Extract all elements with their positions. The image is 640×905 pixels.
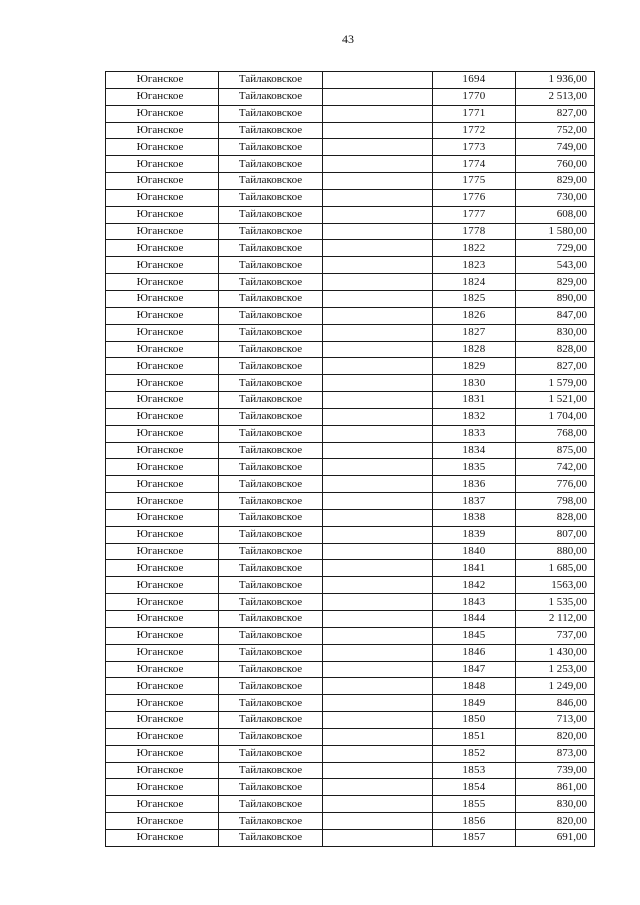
deposit-cell: Юганское <box>106 476 219 493</box>
deposit-cell: Юганское <box>106 324 219 341</box>
note-cell <box>323 240 433 257</box>
table-row <box>106 307 595 324</box>
value-cell: 875,00 <box>516 442 595 459</box>
note-cell <box>323 290 433 307</box>
value-cell: 1 253,00 <box>516 661 595 678</box>
area-cell: Тайлаковское <box>219 594 323 611</box>
area-cell: Тайлаковское <box>219 476 323 493</box>
deposit-cell: Юганское <box>106 493 219 510</box>
value-cell: 1 430,00 <box>516 644 595 661</box>
value-cell: 807,00 <box>516 526 595 543</box>
note-cell <box>323 324 433 341</box>
value-cell: 739,00 <box>516 762 595 779</box>
deposit-cell: Юганское <box>106 762 219 779</box>
table-row <box>106 88 595 105</box>
note-cell <box>323 189 433 206</box>
plot-number-cell: 1843 <box>433 594 516 611</box>
deposit-cell: Юганское <box>106 274 219 291</box>
note-cell <box>323 408 433 425</box>
value-cell: 713,00 <box>516 712 595 729</box>
deposit-cell: Юганское <box>106 796 219 813</box>
plot-number-cell: 1772 <box>433 122 516 139</box>
area-cell: Тайлаковское <box>219 156 323 173</box>
area-cell: Тайлаковское <box>219 560 323 577</box>
area-cell: Тайлаковское <box>219 105 323 122</box>
area-cell: Тайлаковское <box>219 223 323 240</box>
value-cell: 1563,00 <box>516 577 595 594</box>
table-row <box>106 358 595 375</box>
value-cell: 1 579,00 <box>516 375 595 392</box>
note-cell <box>323 712 433 729</box>
value-cell: 890,00 <box>516 290 595 307</box>
note-cell <box>323 139 433 156</box>
table-row <box>106 206 595 223</box>
plot-number-cell: 1770 <box>433 88 516 105</box>
plots-table <box>105 71 595 847</box>
area-cell: Тайлаковское <box>219 139 323 156</box>
table-row <box>106 189 595 206</box>
deposit-cell: Юганское <box>106 392 219 409</box>
plot-number-cell: 1851 <box>433 728 516 745</box>
deposit-cell: Юганское <box>106 206 219 223</box>
table-row <box>106 577 595 594</box>
note-cell <box>323 644 433 661</box>
area-cell: Тайлаковское <box>219 577 323 594</box>
value-cell: 861,00 <box>516 779 595 796</box>
area-cell: Тайлаковское <box>219 375 323 392</box>
note-cell <box>323 375 433 392</box>
table-row <box>106 72 595 89</box>
table-row <box>106 173 595 190</box>
area-cell: Тайлаковское <box>219 493 323 510</box>
plot-number-cell: 1830 <box>433 375 516 392</box>
deposit-cell: Юганское <box>106 173 219 190</box>
note-cell <box>323 762 433 779</box>
table-body <box>106 72 595 847</box>
value-cell: 768,00 <box>516 425 595 442</box>
plot-number-cell: 1844 <box>433 611 516 628</box>
area-cell: Тайлаковское <box>219 358 323 375</box>
plot-number-cell: 1848 <box>433 678 516 695</box>
deposit-cell: Юганское <box>106 408 219 425</box>
value-cell: 846,00 <box>516 695 595 712</box>
plot-number-cell: 1778 <box>433 223 516 240</box>
value-cell: 1 580,00 <box>516 223 595 240</box>
value-cell: 608,00 <box>516 206 595 223</box>
deposit-cell: Юганское <box>106 88 219 105</box>
note-cell <box>323 476 433 493</box>
area-cell: Тайлаковское <box>219 728 323 745</box>
deposit-cell: Юганское <box>106 577 219 594</box>
table-row <box>106 543 595 560</box>
area-cell: Тайлаковское <box>219 122 323 139</box>
table-row <box>106 745 595 762</box>
deposit-cell: Юганское <box>106 745 219 762</box>
note-cell <box>323 358 433 375</box>
value-cell: 847,00 <box>516 307 595 324</box>
plot-number-cell: 1839 <box>433 526 516 543</box>
table-row <box>106 627 595 644</box>
page-number: 43 <box>342 32 354 46</box>
value-cell: 729,00 <box>516 240 595 257</box>
table-row <box>106 712 595 729</box>
deposit-cell: Юганское <box>106 779 219 796</box>
table-row <box>106 223 595 240</box>
plot-number-cell: 1824 <box>433 274 516 291</box>
note-cell <box>323 779 433 796</box>
table-row <box>106 695 595 712</box>
note-cell <box>323 509 433 526</box>
value-cell: 730,00 <box>516 189 595 206</box>
deposit-cell: Юганское <box>106 425 219 442</box>
table-row <box>106 290 595 307</box>
deposit-cell: Юганское <box>106 105 219 122</box>
table-row <box>106 594 595 611</box>
note-cell <box>323 307 433 324</box>
note-cell <box>323 560 433 577</box>
table-row <box>106 375 595 392</box>
value-cell: 691,00 <box>516 829 595 846</box>
value-cell: 828,00 <box>516 509 595 526</box>
deposit-cell: Юганское <box>106 661 219 678</box>
note-cell <box>323 88 433 105</box>
plot-number-cell: 1846 <box>433 644 516 661</box>
table-row <box>106 324 595 341</box>
note-cell <box>323 594 433 611</box>
deposit-cell: Юганское <box>106 122 219 139</box>
plot-number-cell: 1776 <box>433 189 516 206</box>
table-row <box>106 661 595 678</box>
value-cell: 543,00 <box>516 257 595 274</box>
area-cell: Тайлаковское <box>219 543 323 560</box>
table-row <box>106 762 595 779</box>
table-row <box>106 509 595 526</box>
value-cell: 2 112,00 <box>516 611 595 628</box>
plot-number-cell: 1841 <box>433 560 516 577</box>
area-cell: Тайлаковское <box>219 290 323 307</box>
area-cell: Тайлаковское <box>219 813 323 830</box>
note-cell <box>323 611 433 628</box>
note-cell <box>323 796 433 813</box>
plot-number-cell: 1834 <box>433 442 516 459</box>
deposit-cell: Юганское <box>106 459 219 476</box>
table-row <box>106 408 595 425</box>
value-cell: 1 704,00 <box>516 408 595 425</box>
plot-number-cell: 1777 <box>433 206 516 223</box>
area-cell: Тайлаковское <box>219 509 323 526</box>
area-cell: Тайлаковское <box>219 762 323 779</box>
area-cell: Тайлаковское <box>219 627 323 644</box>
table-row <box>106 678 595 695</box>
plot-number-cell: 1849 <box>433 695 516 712</box>
note-cell <box>323 274 433 291</box>
deposit-cell: Юганское <box>106 594 219 611</box>
note-cell <box>323 829 433 846</box>
deposit-cell: Юганское <box>106 560 219 577</box>
plot-number-cell: 1831 <box>433 392 516 409</box>
deposit-cell: Юганское <box>106 526 219 543</box>
deposit-cell: Юганское <box>106 728 219 745</box>
area-cell: Тайлаковское <box>219 324 323 341</box>
deposit-cell: Юганское <box>106 375 219 392</box>
deposit-cell: Юганское <box>106 240 219 257</box>
value-cell: 829,00 <box>516 173 595 190</box>
table-row <box>106 274 595 291</box>
table-row <box>106 796 595 813</box>
plot-number-cell: 1856 <box>433 813 516 830</box>
area-cell: Тайлаковское <box>219 678 323 695</box>
plot-number-cell: 1847 <box>433 661 516 678</box>
deposit-cell: Юганское <box>106 543 219 560</box>
deposit-cell: Юганское <box>106 189 219 206</box>
table-row <box>106 813 595 830</box>
table-row <box>106 105 595 122</box>
table-row <box>106 425 595 442</box>
plot-number-cell: 1852 <box>433 745 516 762</box>
area-cell: Тайлаковское <box>219 206 323 223</box>
note-cell <box>323 341 433 358</box>
area-cell: Тайлаковское <box>219 307 323 324</box>
area-cell: Тайлаковское <box>219 425 323 442</box>
plot-number-cell: 1773 <box>433 139 516 156</box>
area-cell: Тайлаковское <box>219 408 323 425</box>
value-cell: 1 249,00 <box>516 678 595 695</box>
value-cell: 820,00 <box>516 728 595 745</box>
table-row <box>106 526 595 543</box>
note-cell <box>323 526 433 543</box>
value-cell: 742,00 <box>516 459 595 476</box>
table-row <box>106 829 595 846</box>
area-cell: Тайлаковское <box>219 712 323 729</box>
note-cell <box>323 392 433 409</box>
table-row <box>106 728 595 745</box>
area-cell: Тайлаковское <box>219 240 323 257</box>
table-row <box>106 560 595 577</box>
table-row <box>106 156 595 173</box>
plot-number-cell: 1838 <box>433 509 516 526</box>
deposit-cell: Юганское <box>106 712 219 729</box>
note-cell <box>323 577 433 594</box>
table-row <box>106 392 595 409</box>
area-cell: Тайлаковское <box>219 779 323 796</box>
area-cell: Тайлаковское <box>219 611 323 628</box>
value-cell: 829,00 <box>516 274 595 291</box>
value-cell: 1 685,00 <box>516 560 595 577</box>
table-row <box>106 611 595 628</box>
plot-number-cell: 1775 <box>433 173 516 190</box>
note-cell <box>323 661 433 678</box>
plot-number-cell: 1835 <box>433 459 516 476</box>
area-cell: Тайлаковское <box>219 745 323 762</box>
area-cell: Тайлаковское <box>219 459 323 476</box>
plot-number-cell: 1840 <box>433 543 516 560</box>
value-cell: 752,00 <box>516 122 595 139</box>
note-cell <box>323 105 433 122</box>
table-row <box>106 459 595 476</box>
value-cell: 820,00 <box>516 813 595 830</box>
note-cell <box>323 627 433 644</box>
plot-number-cell: 1828 <box>433 341 516 358</box>
note-cell <box>323 156 433 173</box>
value-cell: 2 513,00 <box>516 88 595 105</box>
deposit-cell: Юганское <box>106 509 219 526</box>
plot-number-cell: 1832 <box>433 408 516 425</box>
plot-number-cell: 1845 <box>433 627 516 644</box>
plot-number-cell: 1827 <box>433 324 516 341</box>
value-cell: 880,00 <box>516 543 595 560</box>
area-cell: Тайлаковское <box>219 526 323 543</box>
deposit-cell: Юганское <box>106 139 219 156</box>
value-cell: 827,00 <box>516 358 595 375</box>
table-row <box>106 442 595 459</box>
note-cell <box>323 173 433 190</box>
value-cell: 737,00 <box>516 627 595 644</box>
note-cell <box>323 543 433 560</box>
area-cell: Тайлаковское <box>219 661 323 678</box>
plot-number-cell: 1825 <box>433 290 516 307</box>
note-cell <box>323 813 433 830</box>
note-cell <box>323 206 433 223</box>
deposit-cell: Юганское <box>106 644 219 661</box>
value-cell: 776,00 <box>516 476 595 493</box>
table-row <box>106 341 595 358</box>
value-cell: 760,00 <box>516 156 595 173</box>
note-cell <box>323 257 433 274</box>
deposit-cell: Юганское <box>106 72 219 89</box>
plot-number-cell: 1836 <box>433 476 516 493</box>
plot-number-cell: 1822 <box>433 240 516 257</box>
plot-number-cell: 1774 <box>433 156 516 173</box>
area-cell: Тайлаковское <box>219 257 323 274</box>
area-cell: Тайлаковское <box>219 274 323 291</box>
value-cell: 1 936,00 <box>516 72 595 89</box>
value-cell: 1 535,00 <box>516 594 595 611</box>
plot-number-cell: 1854 <box>433 779 516 796</box>
note-cell <box>323 695 433 712</box>
area-cell: Тайлаковское <box>219 341 323 358</box>
plot-number-cell: 1694 <box>433 72 516 89</box>
value-cell: 830,00 <box>516 324 595 341</box>
note-cell <box>323 442 433 459</box>
deposit-cell: Юганское <box>106 257 219 274</box>
area-cell: Тайлаковское <box>219 173 323 190</box>
value-cell: 749,00 <box>516 139 595 156</box>
deposit-cell: Юганское <box>106 156 219 173</box>
plot-number-cell: 1853 <box>433 762 516 779</box>
plot-number-cell: 1833 <box>433 425 516 442</box>
value-cell: 798,00 <box>516 493 595 510</box>
note-cell <box>323 72 433 89</box>
area-cell: Тайлаковское <box>219 796 323 813</box>
table-row <box>106 644 595 661</box>
plot-number-cell: 1857 <box>433 829 516 846</box>
plot-number-cell: 1829 <box>433 358 516 375</box>
table-row <box>106 139 595 156</box>
plot-number-cell: 1837 <box>433 493 516 510</box>
table-row <box>106 493 595 510</box>
deposit-cell: Юганское <box>106 813 219 830</box>
area-cell: Тайлаковское <box>219 829 323 846</box>
deposit-cell: Юганское <box>106 829 219 846</box>
note-cell <box>323 493 433 510</box>
deposit-cell: Юганское <box>106 627 219 644</box>
value-cell: 828,00 <box>516 341 595 358</box>
area-cell: Тайлаковское <box>219 392 323 409</box>
area-cell: Тайлаковское <box>219 88 323 105</box>
value-cell: 873,00 <box>516 745 595 762</box>
deposit-cell: Юганское <box>106 341 219 358</box>
table-row <box>106 240 595 257</box>
deposit-cell: Юганское <box>106 442 219 459</box>
plot-number-cell: 1855 <box>433 796 516 813</box>
deposit-cell: Юганское <box>106 678 219 695</box>
plot-number-cell: 1850 <box>433 712 516 729</box>
value-cell: 1 521,00 <box>516 392 595 409</box>
table-row <box>106 476 595 493</box>
table-row <box>106 122 595 139</box>
plot-number-cell: 1842 <box>433 577 516 594</box>
table-row <box>106 257 595 274</box>
note-cell <box>323 425 433 442</box>
note-cell <box>323 678 433 695</box>
value-cell: 827,00 <box>516 105 595 122</box>
deposit-cell: Юганское <box>106 358 219 375</box>
area-cell: Тайлаковское <box>219 189 323 206</box>
deposit-cell: Юганское <box>106 307 219 324</box>
note-cell <box>323 745 433 762</box>
note-cell <box>323 223 433 240</box>
deposit-cell: Юганское <box>106 223 219 240</box>
value-cell: 830,00 <box>516 796 595 813</box>
note-cell <box>323 728 433 745</box>
deposit-cell: Юганское <box>106 611 219 628</box>
table-row <box>106 779 595 796</box>
plot-number-cell: 1826 <box>433 307 516 324</box>
area-cell: Тайлаковское <box>219 72 323 89</box>
plot-number-cell: 1771 <box>433 105 516 122</box>
note-cell <box>323 122 433 139</box>
plot-number-cell: 1823 <box>433 257 516 274</box>
area-cell: Тайлаковское <box>219 442 323 459</box>
deposit-cell: Юганское <box>106 695 219 712</box>
note-cell <box>323 459 433 476</box>
area-cell: Тайлаковское <box>219 695 323 712</box>
area-cell: Тайлаковское <box>219 644 323 661</box>
deposit-cell: Юганское <box>106 290 219 307</box>
